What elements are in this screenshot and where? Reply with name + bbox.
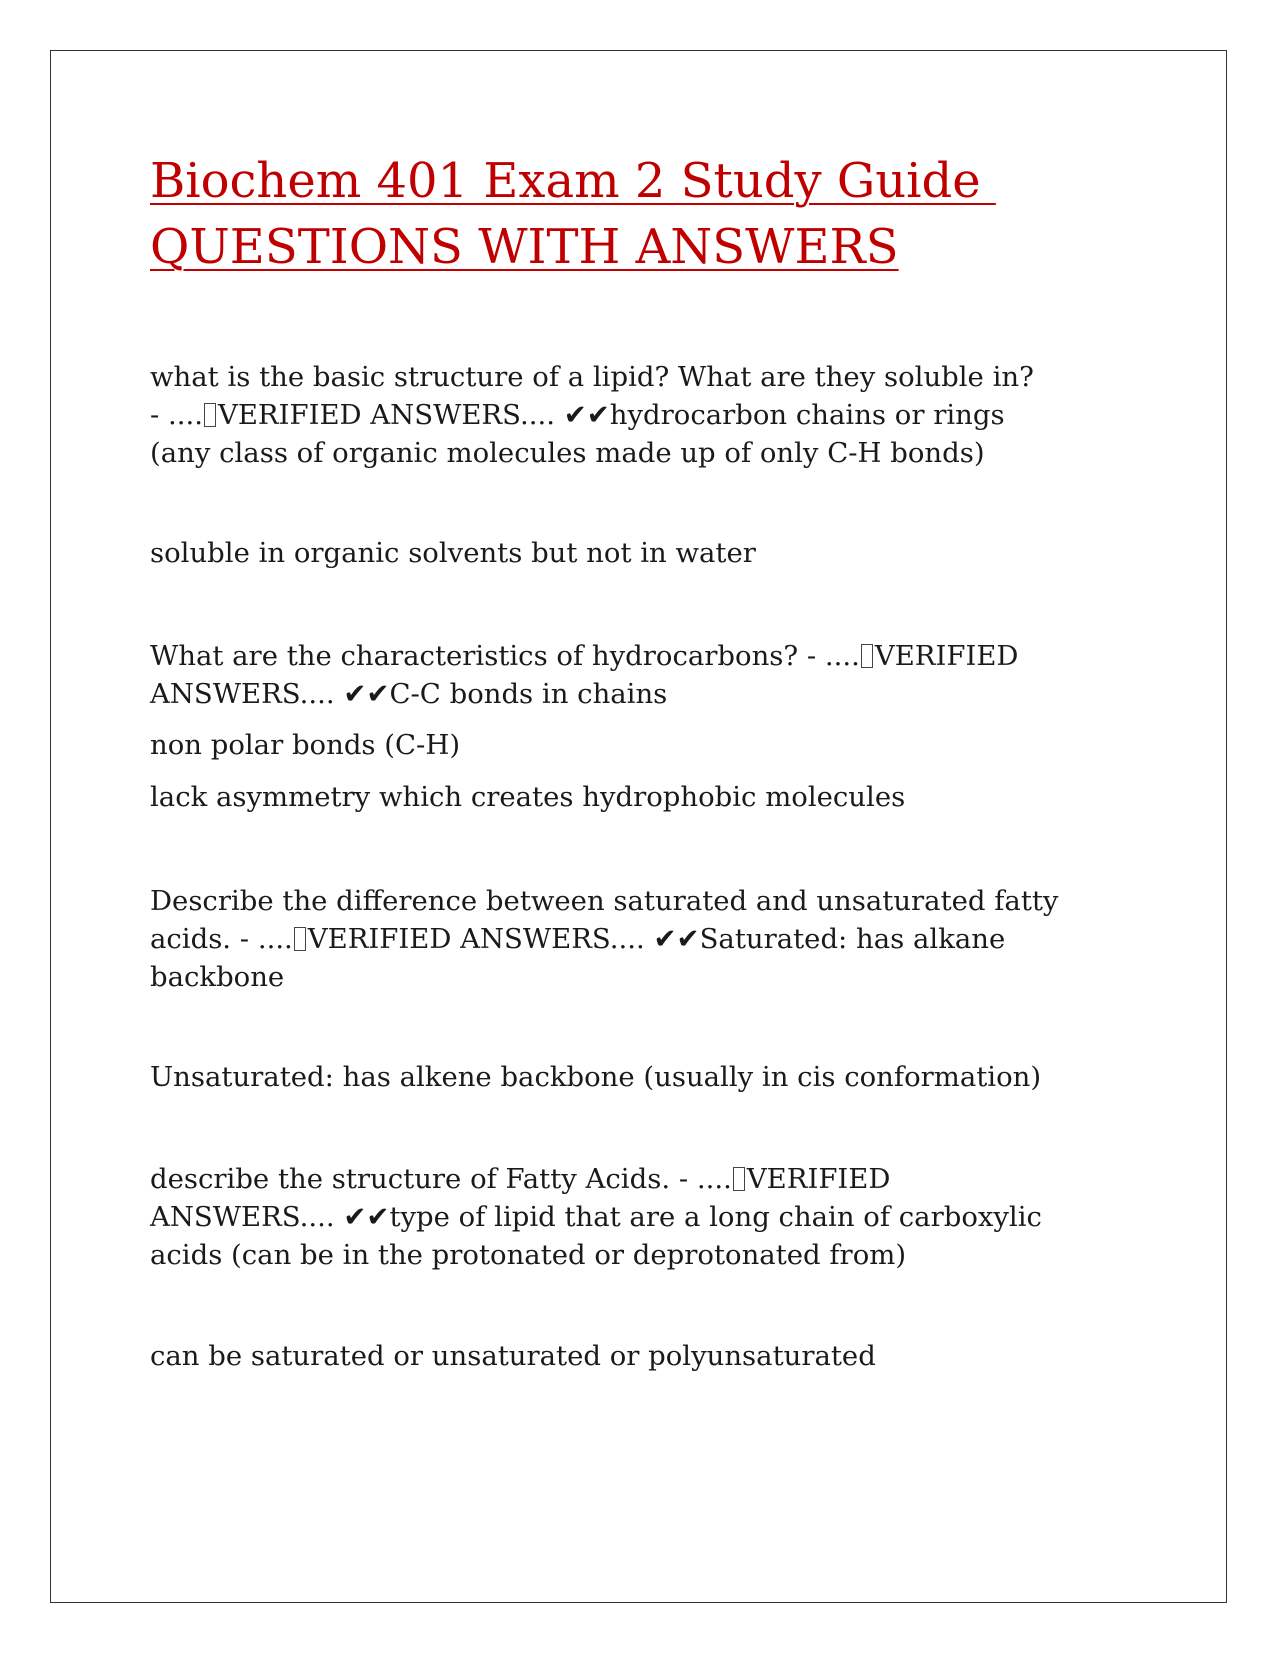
answer-text-continued: backbone	[150, 961, 285, 993]
question-text: What are the characteristics of hydrocarbons?	[150, 640, 807, 672]
answer-text: C-C bonds in chains	[389, 678, 668, 710]
double-check-icon: ✔✔	[343, 678, 390, 710]
answers-word: ANSWERS....	[150, 1201, 344, 1233]
paragraph-saturation-types: can be saturated or unsaturated or polyunsaturated	[150, 1340, 876, 1372]
qa-block-lipid-structure	[150, 358, 1140, 472]
answer-prefix: - ....	[150, 399, 203, 431]
answer-line	[150, 1198, 1140, 1236]
double-check-icon: ✔✔	[653, 923, 700, 955]
question-text: what is the basic structure of a lipid? What are they soluble in?	[150, 361, 1034, 393]
paragraph-solubility: soluble in organic solvents but not in water	[150, 537, 756, 569]
question-line	[150, 637, 1140, 675]
question-text: describe the structure of Fatty Acids.	[150, 1163, 679, 1195]
question-text: Describe the difference between saturated and unsaturated fatty	[150, 885, 1059, 917]
qa-block-hydrocarbons	[150, 637, 1140, 713]
answer-prefix: - ....	[239, 923, 293, 955]
double-check-icon: ✔✔	[343, 1201, 390, 1233]
answer-line	[150, 920, 1140, 958]
answers-word: ANSWERS....	[150, 678, 344, 710]
verified-word: VERIFIED	[746, 1163, 891, 1195]
paragraph-asymmetry: lack asymmetry which creates hydrophobic molecules	[150, 781, 906, 813]
answer-text: hydrocarbon chains or rings	[609, 399, 1005, 431]
box-icon	[204, 403, 216, 427]
answer-text-continued: (any class of organic molecules made up of only C-H bonds)	[150, 437, 985, 469]
answer-text: Saturated: has alkane	[699, 923, 1006, 955]
answer-text-continued: acids (can be in the protonated or deprotonated from)	[150, 1239, 907, 1271]
verified-label: VERIFIED ANSWERS....	[218, 399, 564, 431]
paragraph-unsaturated: Unsaturated: has alkene backbone (usually in cis conformation)	[150, 1061, 1042, 1093]
paragraph-nonpolar: non polar bonds (C-H)	[150, 729, 461, 761]
title-line-1: Biochem 401 Exam 2 Study Guide	[150, 153, 996, 209]
answer-line	[150, 675, 1140, 713]
answer-prefix: - ....	[678, 1163, 732, 1195]
verified-word: VERIFIED	[874, 640, 1019, 672]
box-icon	[861, 644, 873, 668]
qa-block-fatty-acid-saturation	[150, 882, 1140, 996]
box-icon	[733, 1167, 745, 1191]
verified-label: VERIFIED ANSWERS....	[307, 923, 654, 955]
document-title	[150, 148, 1150, 280]
box-icon	[294, 927, 306, 951]
title-line-2: QUESTIONS WITH ANSWERS	[150, 219, 899, 275]
question-line	[150, 1160, 1140, 1198]
answer-line	[150, 396, 1140, 434]
double-check-icon: ✔✔	[563, 399, 610, 431]
question-text-continued: acids.	[150, 923, 240, 955]
answer-prefix: - ....	[806, 640, 860, 672]
qa-block-fatty-acid-structure	[150, 1160, 1140, 1274]
answer-text: type of lipid that are a long chain of carboxylic	[389, 1201, 1042, 1233]
